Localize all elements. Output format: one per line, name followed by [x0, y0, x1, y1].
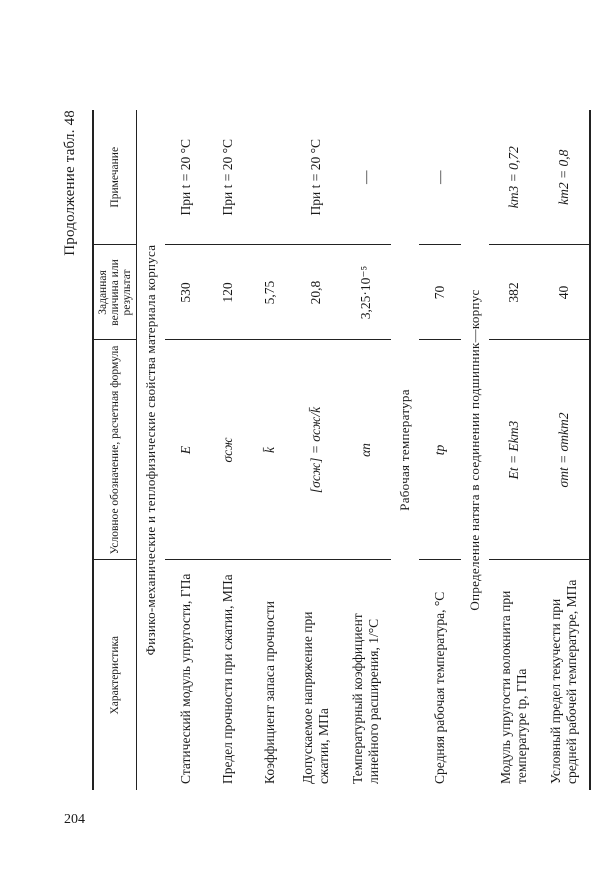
cell-note: При t = 20 °С: [165, 110, 207, 245]
rotated-table-page: [62, 110, 579, 790]
cell-notation: [σсж] = σсж/k̄: [291, 340, 341, 560]
section-title-row: [391, 110, 419, 790]
table-caption: Продолжение табл. 48: [62, 110, 78, 256]
table-row: [249, 110, 291, 790]
cell-notation: σсж: [207, 340, 249, 560]
table-row: [489, 110, 539, 790]
cell-value: 382: [489, 245, 539, 340]
section-title: Определение натяга в соединении подшипник—корпус: [467, 289, 482, 611]
cell-value: 5,75: [249, 245, 291, 340]
cell-note: —: [341, 110, 391, 245]
cell-characteristic: Статический модуль упругости, ГПа: [178, 573, 193, 784]
table-row: [419, 110, 461, 790]
cell-note: При t = 20 °С: [291, 110, 341, 245]
section-title-row: [461, 110, 489, 790]
cell-characteristic: Допускаемое напряжение при сжатии, МПа: [300, 611, 331, 784]
cell-value: 120: [207, 245, 249, 340]
cell-notation: αп: [341, 340, 391, 560]
cell-characteristic: Коэффициент запаса прочности: [262, 600, 277, 784]
cell-characteristic: Предел прочности при сжатии, МПа: [220, 574, 235, 784]
cell-characteristic: Температурный коэффициент линейного расширения, 1/°С: [350, 613, 381, 784]
cell-notation: tр: [419, 340, 461, 560]
cell-note: kт2 = 0,8: [539, 110, 590, 245]
cell-characteristic: Модуль упругости волокнита при температуре tр, ГПа: [498, 590, 529, 784]
table-row: [291, 110, 341, 790]
cell-value: 20,8: [291, 245, 341, 340]
header-notation: Условное обозначение, расчетная формула: [93, 340, 137, 560]
cell-notation: E: [165, 340, 207, 560]
section-title: Физико-механические и теплофизические свойства материала корпуса: [143, 244, 158, 656]
table-row: [165, 110, 207, 790]
header-value: Заданная величина или результат: [93, 245, 137, 340]
data-table: [92, 110, 591, 790]
cell-value: 40: [539, 245, 590, 340]
cell-note: kт3 = 0,72: [489, 110, 539, 245]
header-row: [93, 110, 137, 790]
cell-note: При t = 20 °С: [207, 110, 249, 245]
cell-notation: Et = Ekт3: [489, 340, 539, 560]
cell-characteristic: Условный предел текучести при средней рабочей температуре, МПа: [539, 560, 590, 790]
cell-characteristic: Средняя рабочая температура, °С: [432, 591, 447, 784]
section-title: Рабочая температура: [397, 389, 412, 511]
cell-notation: σтt = σтkт2: [539, 340, 590, 560]
cell-value: 530: [165, 245, 207, 340]
cell-note: [249, 110, 291, 245]
cell-value: 3,25·10⁻⁵: [341, 245, 391, 340]
table-row: [341, 110, 391, 790]
cell-note: —: [419, 110, 461, 245]
cell-notation: k̄: [249, 340, 291, 560]
cell-value: 70: [419, 245, 461, 340]
page-number: 204: [64, 812, 85, 827]
header-note: Примечание: [93, 110, 137, 245]
table-row: [207, 110, 249, 790]
table-row: [539, 110, 590, 790]
header-characteristic: Характеристика: [93, 560, 137, 790]
section-title-row: [137, 110, 166, 790]
